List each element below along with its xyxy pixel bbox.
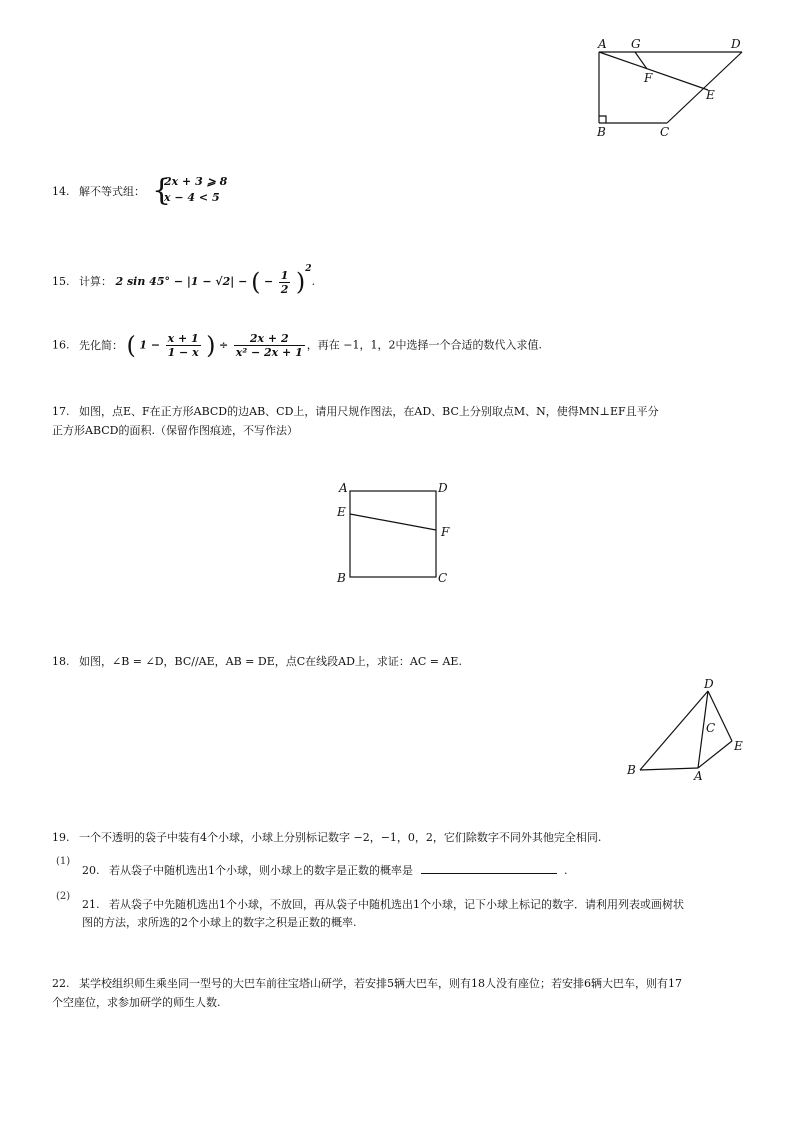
label-b: B bbox=[597, 125, 606, 139]
label-g: G bbox=[631, 37, 641, 51]
sub-index-2: (2) bbox=[56, 891, 71, 902]
question-number: 22. bbox=[52, 977, 70, 990]
figure-square bbox=[332, 478, 462, 590]
label-d: D bbox=[731, 37, 741, 51]
fraction-1 bbox=[166, 332, 201, 359]
question-text: 先化简： bbox=[79, 338, 123, 352]
inequality-line-2: x − 4 < 5 bbox=[164, 191, 220, 204]
label-a: A bbox=[339, 481, 348, 495]
fraction-numerator: 1 bbox=[280, 268, 289, 282]
question-number: 16. bbox=[52, 338, 70, 352]
label-a: A bbox=[694, 769, 703, 783]
question-22 bbox=[52, 975, 682, 993]
question-text-line-1: 若从袋子中先随机选出1个小球，不放回，再从袋子中随机选出1个小球，记下小球上标记的数字．请利用列表或画树状 bbox=[109, 898, 684, 911]
question-17 bbox=[52, 403, 659, 421]
question-21-line-2: 图的方法，求所选的2个小球上的数字之积是正数的概率. bbox=[82, 916, 357, 929]
figure-triangles bbox=[624, 676, 754, 786]
question-text: 若从袋子中随机选出1个小球，则小球上的数字是正数的概率是 bbox=[109, 864, 413, 877]
question-number: 19. bbox=[52, 831, 70, 844]
question-19 bbox=[52, 829, 601, 847]
label-a: A bbox=[598, 37, 607, 51]
exponent: 2 bbox=[305, 264, 312, 274]
question-21 bbox=[82, 896, 684, 914]
question-20 bbox=[82, 862, 568, 880]
question-text-line-1: 如图，点E、F在正方形ABCD的边AB、CD上，请用尺规作图法，在AD、BC上分别取点M、N，使得MN⊥EF且平分 bbox=[79, 405, 659, 418]
question-14 bbox=[52, 183, 145, 201]
question-number: 15. bbox=[52, 275, 70, 288]
label-c: C bbox=[438, 571, 448, 585]
fraction-numerator: x + 1 bbox=[167, 332, 199, 345]
segment-ea bbox=[698, 741, 732, 768]
fraction-denominator: 1 − x bbox=[167, 346, 199, 359]
period: . bbox=[311, 275, 316, 288]
period: . bbox=[564, 864, 568, 877]
segment-ef bbox=[350, 514, 436, 530]
inequality-system-brace: { bbox=[152, 173, 172, 208]
segment-ba bbox=[640, 768, 698, 770]
question-number: 20. bbox=[82, 864, 100, 877]
sub-index-1: (1) bbox=[56, 856, 71, 867]
segment-bd bbox=[640, 691, 708, 770]
fraction-denominator: 2 bbox=[280, 282, 289, 296]
fraction-numerator: 2x + 2 bbox=[234, 332, 305, 346]
question-17-line-2: 正方形ABCD的面积.（保留作图痕迹，不写作法） bbox=[52, 424, 298, 437]
paren-close: ) bbox=[295, 268, 306, 296]
question-text-line-1: 某学校组织师生乘坐同一型号的大巴车前往宝塔山研学，若安排5辆大巴车，则有18人没有座位；若安排6辆大巴车，则有17 bbox=[79, 977, 682, 990]
question-text: 一个不透明的袋子中装有4个小球，小球上分别标记数字 −2，−1，0，2，它们除数字不同外其他完全相同. bbox=[79, 831, 602, 844]
question-22-line-2: 个空座位，求参加研学的师生人数. bbox=[52, 996, 221, 1009]
question-text: 计算： bbox=[79, 275, 112, 288]
square-abcd bbox=[350, 491, 436, 577]
question-number: 18. bbox=[52, 655, 70, 668]
question-number: 21. bbox=[82, 898, 100, 911]
question-tail: ，再在 −1，1，2中选择一个合适的数代入求值. bbox=[306, 338, 542, 352]
label-b: B bbox=[337, 571, 346, 585]
label-e: E bbox=[337, 505, 346, 519]
paren-open: ( bbox=[251, 268, 261, 296]
divide-sign: ÷ bbox=[219, 338, 229, 352]
question-16 bbox=[52, 332, 542, 359]
edge-cd bbox=[667, 52, 742, 123]
label-e: E bbox=[734, 739, 743, 753]
fraction-denominator: x² − 2x + 1 bbox=[235, 346, 303, 359]
label-e: E bbox=[706, 88, 715, 102]
one-minus: 1 − bbox=[139, 338, 161, 352]
right-angle-mark bbox=[599, 116, 606, 123]
paren-close: ) bbox=[206, 331, 216, 360]
label-d: D bbox=[438, 481, 448, 495]
question-18 bbox=[52, 653, 462, 671]
minus-sign: − bbox=[264, 275, 274, 288]
label-b: B bbox=[627, 763, 636, 777]
label-c: C bbox=[660, 125, 670, 139]
segment-ae bbox=[599, 52, 708, 90]
question-15 bbox=[52, 256, 315, 296]
inequality-line-1: 2x + 3 ⩾ 8 bbox=[164, 175, 228, 188]
label-c: C bbox=[706, 721, 716, 735]
label-f: F bbox=[441, 525, 450, 539]
question-text: 如图，∠B = ∠D，BC//AE，AB = DE，点C在线段AD上，求证：AC = AE. bbox=[79, 655, 462, 668]
question-number: 14. bbox=[52, 185, 70, 198]
fraction-2 bbox=[234, 332, 305, 359]
question-text: 解不等式组： bbox=[79, 185, 145, 198]
answer-blank[interactable] bbox=[421, 863, 557, 874]
paren-open: ( bbox=[126, 331, 136, 360]
question-number: 17. bbox=[52, 405, 70, 418]
fraction-half bbox=[279, 269, 291, 296]
label-d: D bbox=[704, 677, 714, 691]
expression-main: 2 sin 45° − |1 − √2| − bbox=[115, 275, 252, 288]
figure-trapezoid bbox=[590, 36, 750, 140]
label-f: F bbox=[644, 71, 653, 85]
